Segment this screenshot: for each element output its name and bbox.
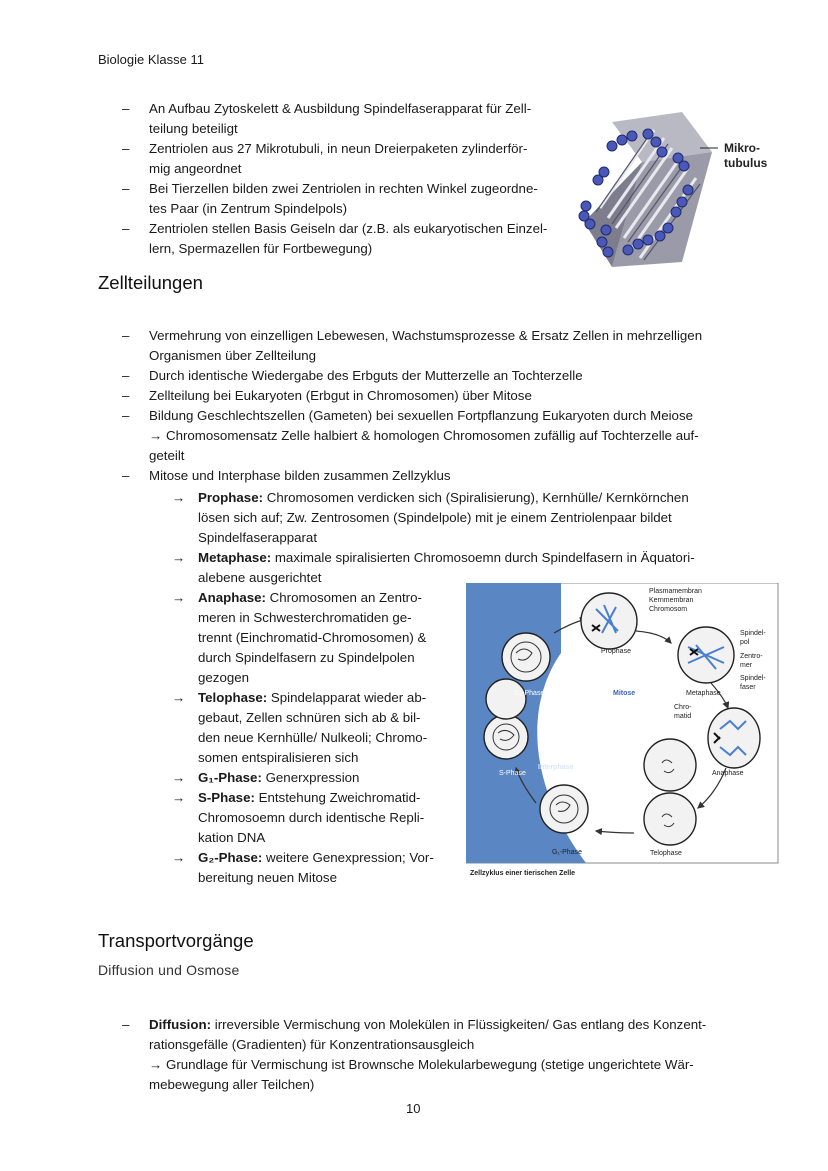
label-zentromer: mer bbox=[740, 662, 753, 669]
arrow-icon: → bbox=[172, 850, 186, 865]
list-item bbox=[122, 1015, 742, 1095]
list-item-text: Zentriolen stellen Basis Geiseln dar (z.B. als eukaryotischen Einzel- bbox=[149, 221, 548, 236]
label-telophase: Telophase bbox=[650, 850, 682, 857]
phase-prophase bbox=[172, 488, 742, 548]
bullet-dash: – bbox=[122, 181, 130, 196]
phase-label: Metaphase: bbox=[198, 550, 272, 565]
list-item bbox=[122, 139, 572, 179]
phase-text: weitere Genexpression; Vor- bbox=[262, 850, 434, 865]
list-item-text: Bei Tierzellen bilden zwei Zentriolen in rechten Winkel zugeordne- bbox=[149, 181, 538, 196]
phase-s bbox=[172, 788, 452, 848]
list-item bbox=[122, 219, 572, 259]
label-kernmembran: Kernmembran bbox=[649, 597, 694, 604]
label-g1: G₁-Phase bbox=[552, 849, 582, 856]
bullet-dash: – bbox=[122, 328, 130, 343]
phase-text: trennt (Einchromatid-Chromosomen) & bbox=[198, 630, 427, 645]
list-item-text: rationsgefälle (Gradienten) für Konzentrationsausgleich bbox=[149, 1037, 475, 1052]
list-item bbox=[122, 99, 572, 139]
phase-text: Chromosoemn durch identische Repli- bbox=[198, 810, 425, 825]
phase-text: gezogen bbox=[198, 670, 250, 685]
section-heading: Transportvorgänge bbox=[98, 930, 254, 951]
phase-text: Generxpression bbox=[261, 770, 360, 785]
phase-text: Entstehung Zweichromatid- bbox=[254, 790, 421, 805]
label-metaphase: Metaphase bbox=[686, 690, 721, 697]
arrow-icon: → bbox=[172, 790, 186, 805]
transport-list bbox=[122, 1015, 742, 1095]
list-item-text: Zentriolen aus 27 Mikrotubuli, in neun Dreierpaketen zylinderför- bbox=[149, 141, 528, 156]
figure-label: Mikro- bbox=[724, 141, 760, 155]
list-item-text: Organismen über Zellteilung bbox=[149, 348, 317, 363]
label-spindelpol: pol bbox=[740, 639, 750, 646]
label-chromatid: Chro- bbox=[674, 704, 692, 711]
label-mitose: Mitose bbox=[613, 690, 636, 697]
phase-label: Telophase: bbox=[198, 690, 268, 705]
phase-text: Chromosomen an Zentro- bbox=[265, 590, 422, 605]
label-plasmamembran: Plasmamembran bbox=[649, 588, 702, 595]
zentriol-list bbox=[122, 99, 572, 259]
phase-text: alebene ausgerichtet bbox=[198, 570, 322, 585]
phase-text: bereitung neuen Mitose bbox=[198, 870, 337, 885]
arrow-icon: → bbox=[172, 550, 186, 565]
phase-anaphase bbox=[172, 588, 452, 688]
list-item bbox=[122, 466, 742, 486]
phase-text: maximale spiralisierten Chromosoemn durch Spindelfasern in Äquatori- bbox=[271, 550, 695, 565]
bullet-dash: – bbox=[122, 221, 130, 236]
list-item-text: Durch identische Wiedergabe des Erbguts der Mutterzelle an Tochterzelle bbox=[149, 368, 583, 383]
label-chromosom: Chromosom bbox=[649, 606, 688, 613]
bullet-dash: – bbox=[122, 101, 130, 116]
phase-list-narrow bbox=[172, 588, 452, 888]
phase-text: gebaut, Zellen schnüren sich ab & bil- bbox=[198, 710, 421, 725]
list-item-text: Mitose und Interphase bilden zusammen Zellzyklus bbox=[149, 468, 451, 483]
arrow-icon: → bbox=[172, 490, 186, 505]
list-item-text: irreversible Vermischung von Molekülen in Flüssigkeiten/ Gas entlang des Konzent- bbox=[211, 1017, 707, 1032]
list-item-text: tes Paar (in Zentrum Spindelpols) bbox=[149, 201, 348, 216]
label-spindelfaser: faser bbox=[740, 684, 756, 691]
list-item-text: Vermehrung von einzelligen Lebewesen, Wachstumsprozesse & Ersatz Zellen in mehrzelligen bbox=[149, 328, 703, 343]
phase-label: S-Phase: bbox=[198, 790, 255, 805]
phase-label: Anaphase: bbox=[198, 590, 266, 605]
phase-text: Spindelapparat wieder ab- bbox=[267, 690, 427, 705]
list-item bbox=[122, 406, 742, 466]
phase-text: somen entspiralisieren sich bbox=[198, 750, 359, 765]
label-g2: G₂-Phase bbox=[514, 690, 545, 697]
page-header: Biologie Klasse 11 bbox=[98, 52, 204, 67]
bullet-dash: – bbox=[122, 388, 130, 403]
section-subheading: Diffusion und Osmose bbox=[98, 962, 240, 978]
label-spindelpol: Spindel- bbox=[740, 630, 766, 637]
arrow-icon: → bbox=[172, 690, 186, 705]
phase-label: G₂-Phase: bbox=[198, 850, 263, 865]
phase-list-wide bbox=[172, 488, 742, 588]
bullet-dash: – bbox=[122, 368, 130, 383]
label-spindelfaser: Spindel- bbox=[740, 675, 766, 682]
phase-text: durch Spindelfasern zu Spindelpolen bbox=[198, 650, 415, 665]
list-item-text: Bildung Geschlechtszellen (Gameten) bei sexuellen Fortpflanzung Eukaryoten durch Meiose bbox=[149, 408, 693, 423]
phase-metaphase bbox=[172, 548, 742, 588]
label-interphase: Interphase bbox=[538, 764, 574, 771]
zentriol-figure bbox=[572, 112, 782, 268]
term-label: Diffusion: bbox=[149, 1017, 212, 1032]
list-item bbox=[122, 386, 742, 406]
phase-label: G₁-Phase: bbox=[198, 770, 262, 785]
figure-caption: Zellzyklus einer tierischen Zelle bbox=[470, 870, 576, 877]
label-sphase: S-Phase bbox=[499, 770, 526, 777]
list-item-text: geteilt bbox=[149, 448, 185, 463]
label-prophase: Prophase bbox=[601, 648, 631, 655]
phase-telophase bbox=[172, 688, 452, 768]
label-zentromer: Zentro- bbox=[740, 653, 763, 660]
bullet-dash: – bbox=[122, 408, 130, 423]
list-item bbox=[122, 326, 742, 366]
list-item-text: mebewegung aller Teilchen) bbox=[149, 1077, 315, 1092]
label-chromatid: matid bbox=[674, 713, 692, 720]
bullet-dash: – bbox=[122, 141, 130, 156]
list-item-text: mig angeordnet bbox=[149, 161, 242, 176]
zellteilungen-list bbox=[122, 326, 742, 486]
cell-cycle-figure bbox=[466, 583, 780, 881]
list-item bbox=[122, 366, 742, 386]
list-item-text: An Aufbau Zytoskelett & Ausbildung Spindelfaserapparat für Zell- bbox=[149, 101, 532, 116]
list-item-text: teilung beteiligt bbox=[149, 121, 238, 136]
list-item-text: → Grundlage für Vermischung ist Brownsche Molekularbewegung (stetige ungerichtete Wär- bbox=[149, 1057, 694, 1072]
list-item bbox=[122, 179, 572, 219]
arrow-icon: → bbox=[172, 770, 186, 785]
phase-text: den neue Kernhülle/ Nulkeoli; Chromo- bbox=[198, 730, 428, 745]
label-anaphase: Anaphase bbox=[712, 770, 744, 777]
list-item-text: lern, Spermazellen für Fortbewegung) bbox=[149, 241, 373, 256]
list-item-text: Zellteilung bei Eukaryoten (Erbgut in Chromosomen) über Mitose bbox=[149, 388, 532, 403]
phase-g2 bbox=[172, 848, 452, 888]
section-heading: Zellteilungen bbox=[98, 272, 203, 293]
page-number: 10 bbox=[406, 1101, 421, 1116]
phase-text: Chromosomen verdicken sich (Spiralisierung), Kernhülle/ Kernkörnchen bbox=[263, 490, 689, 505]
phase-g1 bbox=[172, 768, 452, 788]
phase-text: lösen sich auf; Zw. Zentrosomen (Spindelpole) mit je einem Zentriolenpaar bildet bbox=[198, 510, 672, 525]
phase-text: kation DNA bbox=[198, 830, 266, 845]
figure-label: tubulus bbox=[724, 156, 768, 170]
bullet-dash: – bbox=[122, 1017, 130, 1032]
arrow-icon: → bbox=[172, 590, 186, 605]
phase-label: Prophase: bbox=[198, 490, 264, 505]
phase-text: meren in Schwesterchromatiden ge- bbox=[198, 610, 412, 625]
bullet-dash: – bbox=[122, 468, 130, 483]
list-item-text: → Chromosomensatz Zelle halbiert & homologen Chromosomen zufällig auf Tochterzelle auf- bbox=[149, 428, 699, 443]
phase-text: Spindelfaserapparat bbox=[198, 530, 318, 545]
